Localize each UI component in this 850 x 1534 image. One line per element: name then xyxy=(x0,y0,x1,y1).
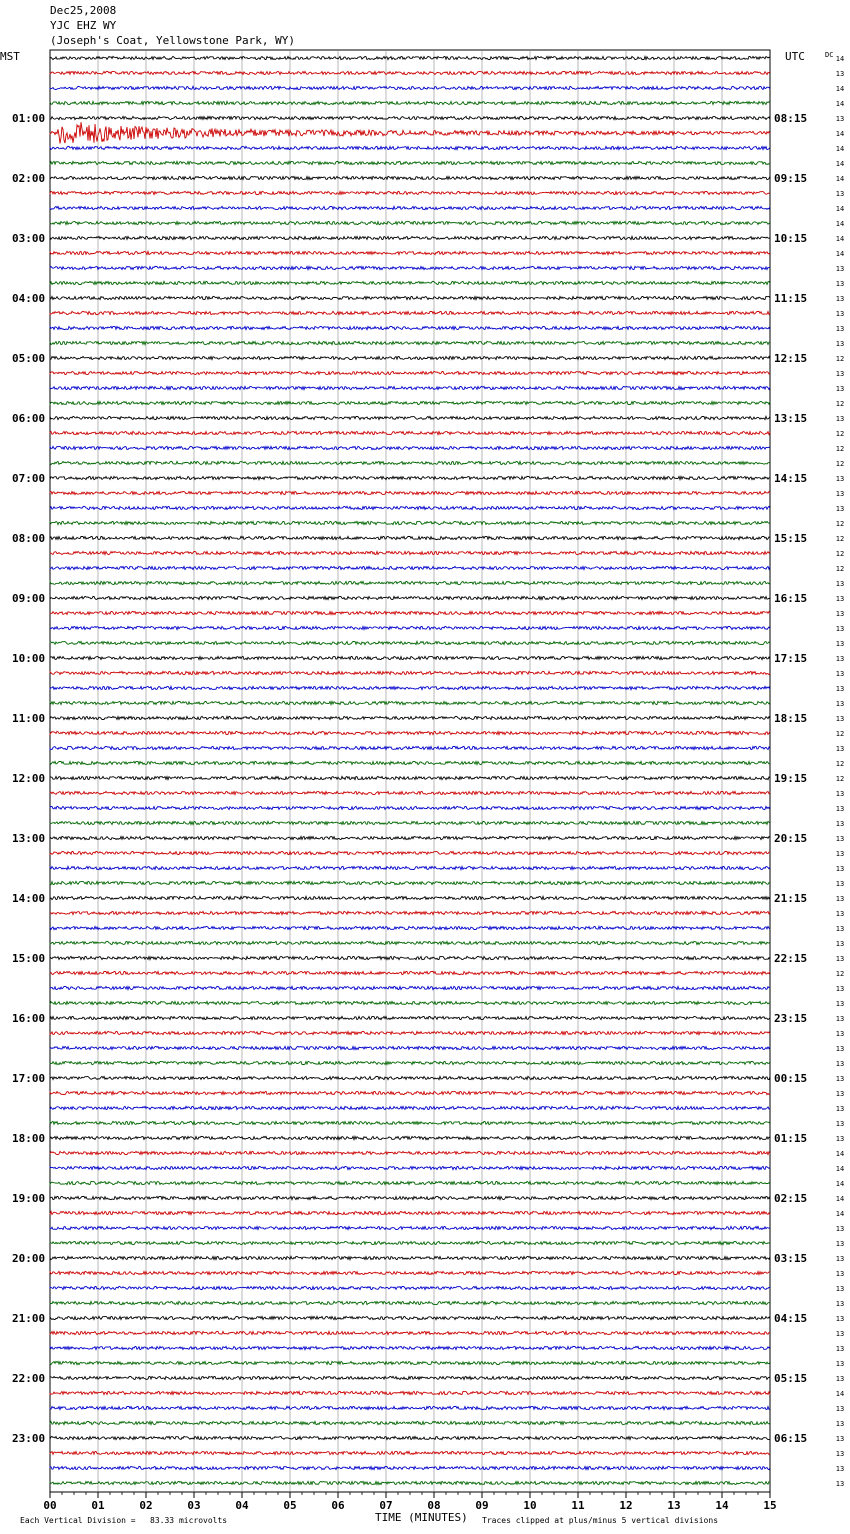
station-code: YJC EHZ WY xyxy=(50,19,117,32)
x-tick-label: 07 xyxy=(379,1499,393,1512)
dc-offset-label: 13 xyxy=(835,1060,845,1068)
dc-offset-label: 13 xyxy=(835,1300,845,1308)
scale-note: Each Vertical Division = 83.33 microvolts xyxy=(20,1516,228,1525)
right-hour-label: 03:15 xyxy=(774,1252,808,1265)
dc-offset-label: 13 xyxy=(835,340,845,348)
trace-line xyxy=(50,821,770,824)
right-hour-label: 02:15 xyxy=(774,1192,808,1205)
trace-line xyxy=(50,1136,770,1139)
trace-line xyxy=(50,371,770,374)
right-hour-label: 16:15 xyxy=(774,592,808,605)
dc-offset-label: 13 xyxy=(835,1045,845,1053)
trace-line xyxy=(50,266,770,269)
dc-offset-label: 14 xyxy=(835,1165,845,1173)
trace-line xyxy=(50,101,770,104)
dc-offset-label: 14 xyxy=(835,175,845,183)
trace-line xyxy=(50,251,770,254)
trace-line xyxy=(50,866,770,869)
dc-offset-label: 13 xyxy=(835,910,845,918)
trace-line xyxy=(50,956,770,959)
left-timezone-label: MST xyxy=(0,50,20,63)
dc-offset-label: 13 xyxy=(835,1120,845,1128)
trace-line xyxy=(50,56,770,59)
left-hour-label: 14:00 xyxy=(12,892,46,905)
left-hour-label: 09:00 xyxy=(12,592,46,605)
trace-line xyxy=(50,1121,770,1124)
dc-offset-label: 13 xyxy=(835,70,845,78)
dc-offset-label: 13 xyxy=(835,385,845,393)
x-tick-label: 11 xyxy=(571,1499,585,1512)
trace-line xyxy=(50,146,770,149)
trace-line xyxy=(50,1151,770,1154)
dc-offset-label: 13 xyxy=(835,115,845,123)
dc-offset-label: 13 xyxy=(835,1345,845,1353)
dc-offset-label: 13 xyxy=(835,700,845,708)
x-tick-label: 12 xyxy=(619,1499,633,1512)
trace-line xyxy=(50,1391,770,1394)
trace-line xyxy=(50,476,770,479)
dc-offset-label: 13 xyxy=(835,475,845,483)
dc-offset-label: 13 xyxy=(835,715,845,723)
right-hour-label: 01:15 xyxy=(774,1132,808,1145)
right-timezone-label: UTC xyxy=(785,50,805,63)
dc-offset-label: 13 xyxy=(835,1225,845,1233)
dc-offset-label: 13 xyxy=(835,1405,845,1413)
dc-offset-label: 13 xyxy=(835,310,845,318)
right-hour-label: 20:15 xyxy=(774,832,808,845)
dc-offset-label: 13 xyxy=(835,610,845,618)
dc-offset-label: 13 xyxy=(835,655,845,663)
x-tick-label: 00 xyxy=(43,1499,57,1512)
dc-offset-label: 13 xyxy=(835,295,845,303)
trace-line xyxy=(50,911,770,914)
right-hour-label: 00:15 xyxy=(774,1072,808,1085)
right-hour-label: 08:15 xyxy=(774,112,808,125)
trace-line xyxy=(50,1181,770,1184)
trace-line xyxy=(50,1091,770,1094)
trace-line xyxy=(50,386,770,389)
dc-offset-label: 13 xyxy=(835,1015,845,1023)
trace-line xyxy=(50,761,770,764)
dc-offset-label: 13 xyxy=(835,640,845,648)
trace-line xyxy=(50,1046,770,1049)
trace-line xyxy=(50,506,770,509)
trace-line xyxy=(50,626,770,629)
left-hour-label: 22:00 xyxy=(12,1372,46,1385)
left-hour-label: 01:00 xyxy=(12,112,46,125)
dc-offset-label: 12 xyxy=(835,730,845,738)
left-hour-label: 12:00 xyxy=(12,772,46,785)
trace-line xyxy=(50,521,770,524)
trace-line xyxy=(50,566,770,569)
left-hour-label: 16:00 xyxy=(12,1012,46,1025)
right-hour-label: 13:15 xyxy=(774,412,808,425)
trace-line xyxy=(50,122,770,143)
dc-offset-label: 13 xyxy=(835,1480,845,1488)
right-hour-label: 17:15 xyxy=(774,652,808,665)
dc-offset-label: 13 xyxy=(835,820,845,828)
dc-offset-label: 12 xyxy=(835,355,845,363)
trace-line xyxy=(50,116,770,119)
record-date: Dec25,2008 xyxy=(50,4,117,17)
trace-line xyxy=(50,611,770,614)
dc-offset-label: 13 xyxy=(835,1330,845,1338)
trace-line xyxy=(50,1196,770,1199)
x-tick-label: 15 xyxy=(763,1499,777,1512)
right-hour-label: 05:15 xyxy=(774,1372,808,1385)
right-hour-label: 21:15 xyxy=(774,892,808,905)
dc-offset-label: 13 xyxy=(835,1135,845,1143)
dc-offset-label: 13 xyxy=(835,370,845,378)
dc-offset-label: 12 xyxy=(835,550,845,558)
trace-line xyxy=(50,896,770,899)
x-tick-label: 01 xyxy=(91,1499,105,1512)
trace-line xyxy=(50,71,770,74)
dc-offset-label: 14 xyxy=(835,1390,845,1398)
trace-line xyxy=(50,851,770,854)
x-axis-title: TIME (MINUTES) xyxy=(375,1511,468,1524)
dc-offset-label: 13 xyxy=(835,940,845,948)
trace-line xyxy=(50,1166,770,1169)
trace-line xyxy=(50,1376,770,1379)
dc-offset-label: 13 xyxy=(835,670,845,678)
x-tick-label: 10 xyxy=(523,1499,537,1512)
trace-line xyxy=(50,341,770,344)
dc-offset-label: 13 xyxy=(835,325,845,333)
trace-line xyxy=(50,416,770,419)
trace-line xyxy=(50,206,770,209)
dc-offset-label: 13 xyxy=(835,955,845,963)
trace-line xyxy=(50,791,770,794)
dc-offset-label: 13 xyxy=(835,490,845,498)
dc-offset-label: 12 xyxy=(835,565,845,573)
trace-line xyxy=(50,86,770,89)
trace-line xyxy=(50,236,770,239)
trace-line xyxy=(50,1346,770,1349)
trace-line xyxy=(50,641,770,644)
trace-line xyxy=(50,881,770,884)
dc-offset-label: 13 xyxy=(835,1000,845,1008)
dc-offset-label: 13 xyxy=(835,280,845,288)
dc-offset-label: 14 xyxy=(835,55,845,63)
dc-offset-label: 14 xyxy=(835,145,845,153)
dc-header-label: DC xyxy=(825,51,834,59)
trace-line xyxy=(50,221,770,224)
left-hour-label: 04:00 xyxy=(12,292,46,305)
trace-line xyxy=(50,1016,770,1019)
trace-line xyxy=(50,731,770,734)
trace-line xyxy=(50,1331,770,1334)
dc-offset-label: 13 xyxy=(835,1315,845,1323)
dc-offset-label: 12 xyxy=(835,970,845,978)
trace-line xyxy=(50,311,770,314)
trace-line xyxy=(50,281,770,284)
dc-offset-label: 13 xyxy=(835,1375,845,1383)
trace-line xyxy=(50,836,770,839)
dc-offset-label: 14 xyxy=(835,160,845,168)
right-hour-label: 12:15 xyxy=(774,352,808,365)
dc-offset-label: 13 xyxy=(835,595,845,603)
trace-line xyxy=(50,551,770,554)
right-hour-label: 15:15 xyxy=(774,532,808,545)
dc-offset-label: 14 xyxy=(835,250,845,258)
left-hour-label: 13:00 xyxy=(12,832,46,845)
trace-line xyxy=(50,296,770,299)
dc-offset-label: 13 xyxy=(835,1030,845,1038)
dc-offset-label: 12 xyxy=(835,460,845,468)
dc-offset-label: 13 xyxy=(835,190,845,198)
dc-offset-label: 14 xyxy=(835,130,845,138)
dc-offset-label: 13 xyxy=(835,415,845,423)
left-hour-label: 19:00 xyxy=(12,1192,46,1205)
trace-line xyxy=(50,1211,770,1214)
trace-line xyxy=(50,356,770,359)
left-hour-label: 05:00 xyxy=(12,352,46,365)
dc-offset-label: 13 xyxy=(835,685,845,693)
trace-line xyxy=(50,1421,770,1424)
dc-offset-label: 13 xyxy=(835,925,845,933)
station-location: (Joseph's Coat, Yellowstone Park, WY) xyxy=(50,34,296,47)
x-tick-label: 06 xyxy=(331,1499,345,1512)
trace-line xyxy=(50,326,770,329)
right-hour-label: 06:15 xyxy=(774,1432,808,1445)
trace-line xyxy=(50,1286,770,1289)
trace-line xyxy=(50,176,770,179)
dc-offset-label: 13 xyxy=(835,1450,845,1458)
dc-offset-label: 13 xyxy=(835,985,845,993)
right-hour-label: 09:15 xyxy=(774,172,808,185)
x-tick-label: 04 xyxy=(235,1499,249,1512)
trace-line xyxy=(50,986,770,989)
trace-line xyxy=(50,1031,770,1034)
left-hour-label: 07:00 xyxy=(12,472,46,485)
dc-offset-label: 13 xyxy=(835,835,845,843)
dc-offset-label: 13 xyxy=(835,850,845,858)
left-hour-label: 11:00 xyxy=(12,712,46,725)
left-hour-label: 15:00 xyxy=(12,952,46,965)
trace-line xyxy=(50,1466,770,1469)
dc-offset-label: 14 xyxy=(835,1180,845,1188)
trace-line xyxy=(50,971,770,974)
trace-line xyxy=(50,1451,770,1454)
dc-offset-label: 14 xyxy=(835,100,845,108)
dc-offset-label: 13 xyxy=(835,790,845,798)
trace-line xyxy=(50,491,770,494)
dc-offset-label: 13 xyxy=(835,1105,845,1113)
x-tick-label: 05 xyxy=(283,1499,297,1512)
trace-line xyxy=(50,806,770,809)
x-tick-label: 02 xyxy=(139,1499,153,1512)
dc-offset-label: 12 xyxy=(835,445,845,453)
dc-offset-label: 12 xyxy=(835,775,845,783)
trace-line xyxy=(50,1406,770,1409)
trace-line xyxy=(50,1226,770,1229)
right-hour-label: 19:15 xyxy=(774,772,808,785)
left-hour-label: 08:00 xyxy=(12,532,46,545)
right-hour-label: 22:15 xyxy=(774,952,808,965)
dc-offset-label: 13 xyxy=(835,1435,845,1443)
right-hour-label: 14:15 xyxy=(774,472,808,485)
dc-offset-label: 12 xyxy=(835,760,845,768)
dc-offset-label: 13 xyxy=(835,1360,845,1368)
trace-line xyxy=(50,1271,770,1274)
trace-line xyxy=(50,401,770,404)
trace-line xyxy=(50,1316,770,1319)
dc-offset-label: 13 xyxy=(835,265,845,273)
trace-line xyxy=(50,461,770,464)
trace-line xyxy=(50,431,770,434)
dc-offset-label: 13 xyxy=(835,580,845,588)
dc-offset-label: 13 xyxy=(835,505,845,513)
trace-line xyxy=(50,1301,770,1304)
right-hour-label: 11:15 xyxy=(774,292,808,305)
dc-offset-label: 13 xyxy=(835,865,845,873)
left-hour-label: 03:00 xyxy=(12,232,46,245)
x-tick-label: 08 xyxy=(427,1499,441,1512)
dc-offset-label: 13 xyxy=(835,1465,845,1473)
dc-offset-label: 13 xyxy=(835,1240,845,1248)
right-hour-label: 10:15 xyxy=(774,232,808,245)
trace-line xyxy=(50,656,770,659)
dc-offset-label: 14 xyxy=(835,220,845,228)
dc-offset-label: 12 xyxy=(835,430,845,438)
left-hour-label: 17:00 xyxy=(12,1072,46,1085)
dc-offset-label: 13 xyxy=(835,1270,845,1278)
clip-note: Traces clipped at plus/minus 5 vertical divisions xyxy=(482,1516,719,1525)
trace-line xyxy=(50,671,770,674)
trace-line xyxy=(50,746,770,749)
x-tick-label: 03 xyxy=(187,1499,201,1512)
dc-offset-label: 13 xyxy=(835,1255,845,1263)
right-hour-label: 23:15 xyxy=(774,1012,808,1025)
left-hour-label: 20:00 xyxy=(12,1252,46,1265)
trace-line xyxy=(50,1481,770,1484)
left-hour-label: 23:00 xyxy=(12,1432,46,1445)
dc-offset-label: 14 xyxy=(835,1210,845,1218)
dc-offset-label: 13 xyxy=(835,880,845,888)
left-hour-label: 10:00 xyxy=(12,652,46,665)
trace-line xyxy=(50,446,770,449)
trace-line xyxy=(50,1061,770,1064)
plot-frame xyxy=(50,50,770,1492)
dc-offset-label: 13 xyxy=(835,1420,845,1428)
dc-offset-label: 13 xyxy=(835,745,845,753)
right-hour-label: 18:15 xyxy=(774,712,808,725)
dc-offset-label: 13 xyxy=(835,1090,845,1098)
dc-offset-label: 13 xyxy=(835,1075,845,1083)
dc-offset-label: 14 xyxy=(835,1195,845,1203)
trace-line xyxy=(50,191,770,194)
dc-offset-label: 14 xyxy=(835,85,845,93)
trace-line xyxy=(50,926,770,929)
left-hour-label: 21:00 xyxy=(12,1312,46,1325)
dc-offset-label: 14 xyxy=(835,235,845,243)
trace-line xyxy=(50,596,770,599)
trace-line xyxy=(50,161,770,164)
dc-offset-label: 14 xyxy=(835,205,845,213)
left-hour-label: 02:00 xyxy=(12,172,46,185)
dc-offset-label: 13 xyxy=(835,1285,845,1293)
dc-offset-label: 13 xyxy=(835,805,845,813)
dc-offset-label: 13 xyxy=(835,625,845,633)
dc-offset-label: 12 xyxy=(835,535,845,543)
trace-line xyxy=(50,1361,770,1364)
right-hour-label: 04:15 xyxy=(774,1312,808,1325)
trace-line xyxy=(50,776,770,779)
trace-line xyxy=(50,1436,770,1439)
dc-offset-label: 14 xyxy=(835,1150,845,1158)
left-hour-label: 06:00 xyxy=(12,412,46,425)
x-tick-label: 13 xyxy=(667,1499,681,1512)
trace-line xyxy=(50,1106,770,1109)
trace-line xyxy=(50,536,770,539)
trace-line xyxy=(50,701,770,704)
trace-line xyxy=(50,581,770,584)
left-hour-label: 18:00 xyxy=(12,1132,46,1145)
trace-line xyxy=(50,1241,770,1244)
trace-line xyxy=(50,716,770,719)
dc-offset-label: 13 xyxy=(835,895,845,903)
trace-line xyxy=(50,686,770,689)
trace-line xyxy=(50,941,770,944)
trace-line xyxy=(50,1001,770,1004)
trace-line xyxy=(50,1076,770,1079)
x-tick-label: 14 xyxy=(715,1499,729,1512)
trace-line xyxy=(50,1256,770,1259)
x-tick-label: 09 xyxy=(475,1499,489,1512)
dc-offset-label: 12 xyxy=(835,400,845,408)
dc-offset-label: 12 xyxy=(835,520,845,528)
